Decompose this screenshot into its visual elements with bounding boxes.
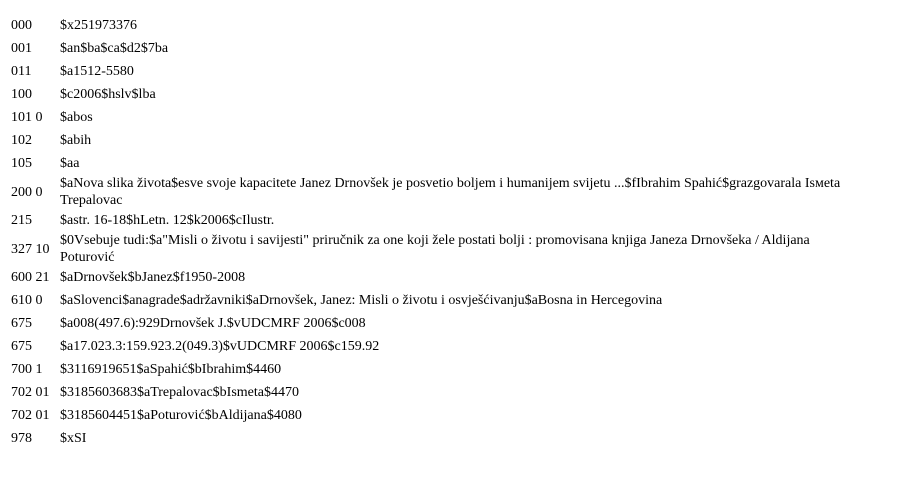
field-value: $aNova slika života$esve svoje kapacitete Janez Drnovšek je posvetio boljem i humanijem svijetu ...$fIbrahim Spahić$grazgovarala Isмeta Trepalovac [60,176,841,208]
table-row [11,60,866,83]
field-tag: 105 [11,156,32,171]
field-value: $a008(497.6):929Drnovšek J.$vUDCMRF 2006$c008 [60,316,366,331]
table-row [11,358,866,381]
table-row [11,404,866,427]
table-row [11,312,866,335]
field-tag: 000 [11,18,32,33]
field-value: $c2006$hslv$lba [60,87,156,102]
table-row [11,175,866,209]
table-row [11,381,866,404]
field-tag: 600 21 [11,270,50,285]
field-value: $an$ba$ca$d2$7ba [60,41,169,56]
field-tag: 675 [11,339,32,354]
field-tag: 610 0 [11,293,43,308]
field-value: $xSI [60,431,87,446]
field-value: $0Vsebuje tudi:$a"Misli o životu i savijesti" priručnik za one koji žele postati bolji : promovisana knjiga Janeza Drnovšeka / Aldijana Poturović [60,233,810,265]
field-tag: 327 10 [11,241,50,257]
field-tag: 200 0 [11,184,43,200]
marc-record-table [11,14,866,450]
field-tag: 702 01 [11,408,50,423]
field-value: $a1512-5580 [60,64,134,79]
field-tag: 702 01 [11,385,50,400]
table-row [11,266,866,289]
table-row [11,335,866,358]
table-row [11,129,866,152]
table-row [11,14,866,37]
field-tag: 215 [11,213,32,228]
table-row [11,37,866,60]
field-value: $3185604451$aPoturović$bAldijana$4080 [60,408,302,423]
field-value: $3185603683$aTrepalovac$bIsmeta$4470 [60,385,299,400]
field-value: $3116919651$aSpahić$bIbrahim$4460 [60,362,282,377]
field-tag: 001 [11,41,32,56]
field-tag: 102 [11,133,32,148]
table-row [11,106,866,129]
field-tag: 011 [11,64,32,79]
field-value: $astr. 16-18$hLetn. 12$k2006$cIlustr. [60,213,275,228]
field-value: $a17.023.3:159.923.2(049.3)$vUDCMRF 2006$c159.92 [60,339,380,354]
table-row [11,427,866,450]
field-value: $aa [60,156,80,171]
field-value: $x251973376 [60,18,137,33]
table-row [11,289,866,312]
table-row [11,209,866,232]
table-row [11,152,866,175]
table-row [11,83,866,106]
field-value: $abos [60,110,93,125]
field-tag: 100 [11,87,32,102]
field-tag: 978 [11,431,32,446]
field-tag: 101 0 [11,110,43,125]
field-value: $abih [60,133,92,148]
field-value: $aDrnovšek$bJanez$f1950-2008 [60,270,246,285]
field-tag: 675 [11,316,32,331]
field-tag: 700 1 [11,362,43,377]
table-row [11,232,866,266]
field-value: $aSlovenci$anagrade$adržavniki$aDrnovšek, Janez: Misli o životu i osvješćivanju$aBosna in Hercegovina [60,293,663,308]
